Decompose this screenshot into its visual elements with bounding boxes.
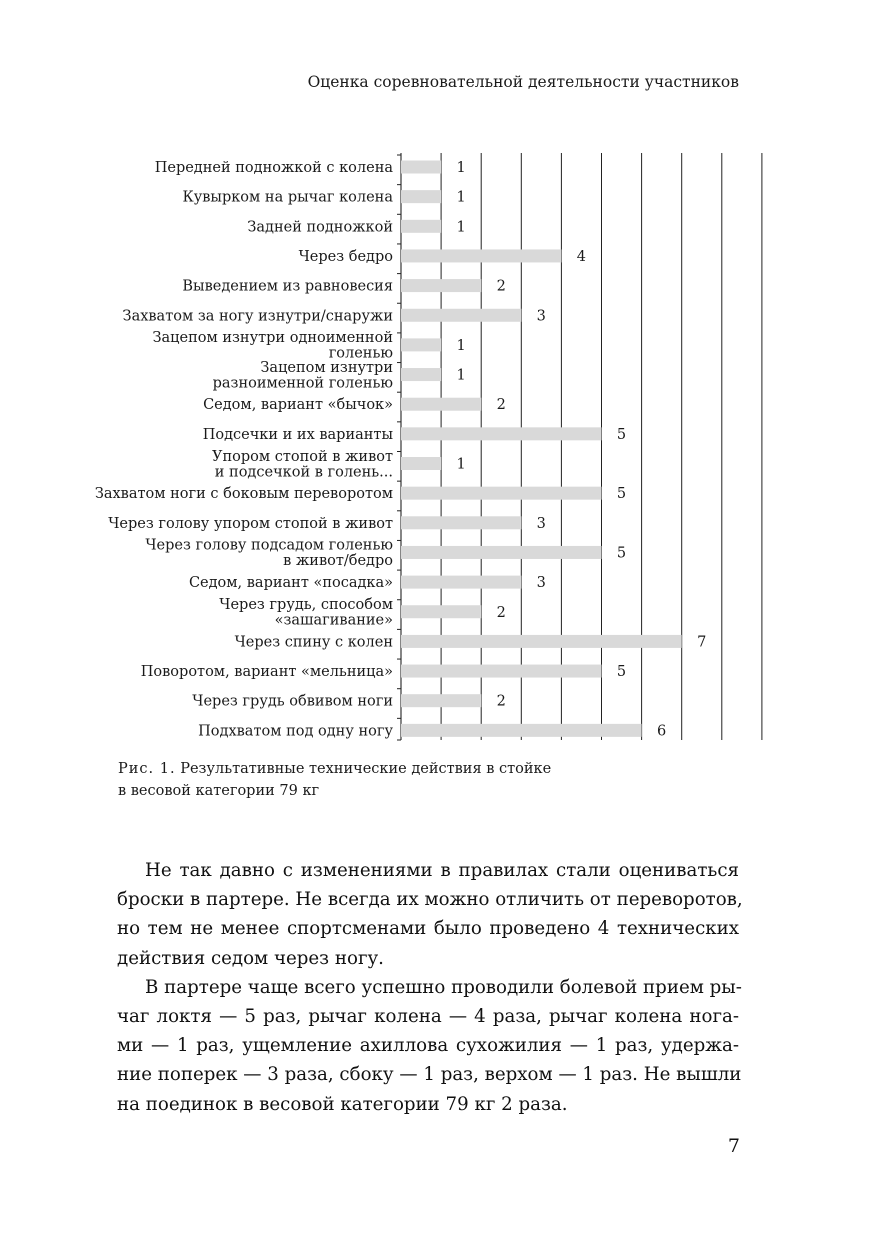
category-label: Выведением из равновесия: [182, 278, 393, 295]
paragraph-1-line: но тем не менее спортсменами было проведено 4 технических: [117, 918, 739, 940]
category-label: Кувырком на рычаг колена: [182, 189, 393, 206]
category-label: Зацепом изнутри: [260, 359, 393, 376]
page-number: 7: [727, 1135, 740, 1157]
bar: [401, 457, 441, 470]
data-label: 5: [616, 486, 627, 503]
data-label: 3: [536, 575, 546, 592]
paragraph-2-line: В партере чаще всего успешно проводили болевой прием ры-: [145, 976, 742, 998]
paragraph-2-line: ми — 1 раз, ущемление ахиллова сухожилия — 1 раз, удержа-: [117, 1035, 739, 1057]
paragraph-1-line: действия седом через ногу.: [117, 947, 384, 969]
data-label: 2: [496, 278, 506, 295]
paragraph-2-line: на поединок в весовой категории 79 кг 2 раза.: [117, 1093, 568, 1115]
caption-text-1: Результативные технические действия в стойке: [180, 761, 552, 777]
data-label: 1: [456, 219, 466, 236]
bar: [401, 546, 602, 559]
category-label: голенью: [328, 345, 393, 362]
data-label: 2: [496, 397, 506, 414]
bar: [401, 220, 441, 233]
data-label: 1: [456, 367, 466, 384]
data-label: 7: [697, 634, 707, 651]
body-text: [117, 856, 743, 1119]
bar: [401, 398, 481, 411]
figure-caption: [118, 758, 758, 802]
bar: [401, 427, 602, 440]
bar: [401, 665, 602, 678]
data-label: 1: [456, 337, 466, 354]
data-label: 3: [536, 308, 546, 325]
category-label: Подхватом под одну ногу: [198, 723, 393, 740]
bar: [401, 190, 441, 203]
data-label: 4: [576, 248, 587, 265]
bar: [401, 338, 441, 351]
data-label: 6: [656, 723, 667, 740]
caption-prefix: Рис. 1.: [118, 761, 176, 777]
category-label: Седом, вариант «бычок»: [203, 397, 393, 414]
category-label: Зацепом изнутри одноименной: [152, 330, 393, 347]
bar: [401, 368, 441, 381]
category-label: разноименной голенью: [212, 375, 393, 392]
paragraph-2-line: ние поперек — 3 раза, сбоку — 1 раз, верхом — 1 раз. Не вышли: [117, 1064, 742, 1086]
bar: [401, 605, 481, 618]
category-label: Через бедро: [298, 248, 393, 265]
bar: [401, 309, 521, 322]
category-label: Задней подножкой: [247, 219, 393, 236]
data-label: 1: [456, 160, 466, 176]
data-label: 2: [496, 604, 506, 621]
bar: [401, 161, 441, 174]
data-label: 5: [616, 664, 627, 681]
bar: [401, 576, 521, 589]
bar: [401, 279, 481, 292]
bar: [401, 516, 521, 529]
data-label: 5: [616, 545, 627, 562]
category-label: Передней подножкой с колена: [154, 160, 393, 176]
category-label: и подсечкой в голень...: [214, 464, 393, 481]
category-label: Упором стопой в живот: [211, 448, 393, 465]
category-label: Через грудь, способом: [219, 597, 393, 613]
paragraph-1-line: броски в партере. Не всегда их можно отличить от переворотов,: [117, 889, 743, 911]
category-label: Через голову подсадом голенью: [145, 537, 393, 554]
caption-line-2: в весовой категории 79 кг: [118, 783, 320, 799]
data-label: 3: [536, 515, 546, 532]
bar: [401, 694, 481, 707]
category-label: Захватом за ногу изнутри/снаружи: [122, 308, 393, 325]
data-label: 2: [496, 693, 506, 710]
paragraph-2-line: чаг локтя — 5 раз, рычаг колена — 4 раза, рычаг колена нога-: [117, 1006, 739, 1028]
category-label: «зашагивание»: [274, 612, 393, 629]
category-label: Через голову упором стопой в живот: [108, 515, 393, 532]
category-label: Подсечки и их варианты: [202, 426, 393, 443]
running-header: Оценка соревновательной деятельности участников: [307, 73, 739, 91]
category-label: Захватом ноги с боковым переворотом: [94, 486, 393, 503]
category-label: Седом, вариант «посадка»: [188, 575, 393, 592]
category-label: Через грудь обвивом ноги: [192, 693, 393, 710]
data-label: 5: [616, 426, 627, 443]
category-label: Через спину с колен: [234, 634, 393, 651]
category-label: Поворотом, вариант «мельница»: [140, 664, 393, 681]
data-label: 1: [456, 189, 466, 206]
bar: [401, 724, 642, 737]
bar: [401, 249, 561, 262]
bar-chart: [0, 140, 875, 750]
category-label: в живот/бедро: [283, 553, 393, 570]
paragraph-1-line: Не так давно с изменениями в правилах стали оцениваться: [145, 860, 739, 881]
bar: [401, 487, 602, 500]
data-label: 1: [456, 456, 466, 473]
bar: [401, 635, 682, 648]
caption-line-1: [118, 758, 758, 780]
